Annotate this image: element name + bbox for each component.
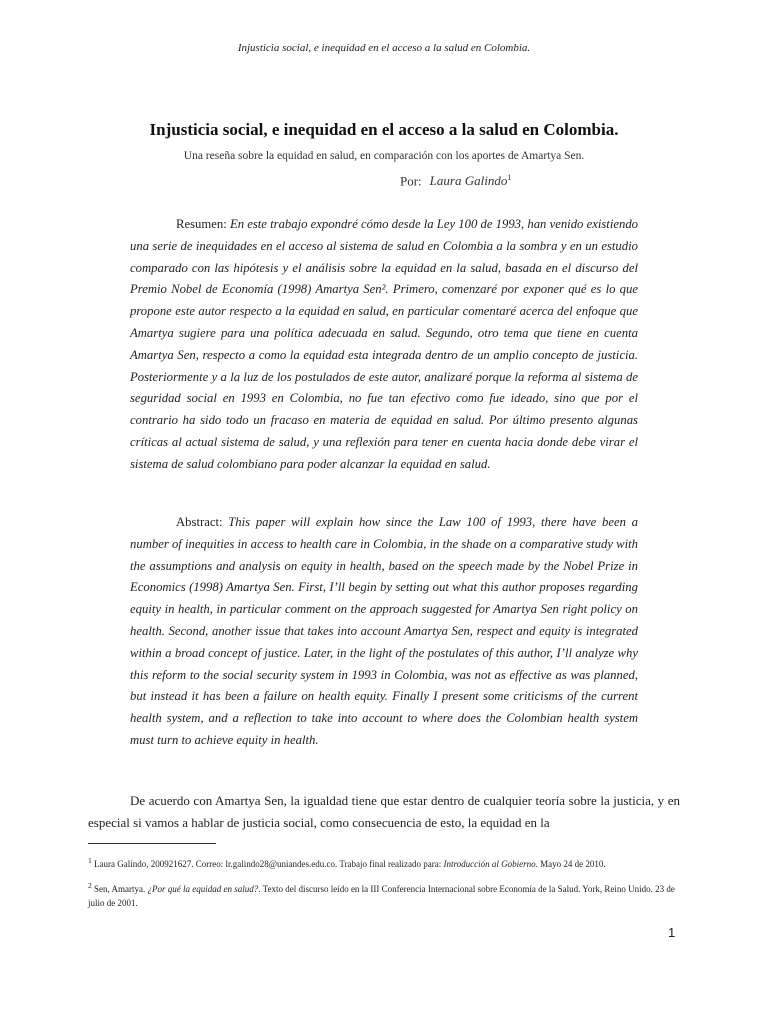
footnote-2-mark: 2 <box>88 881 92 890</box>
abstract-paragraph <box>130 512 638 752</box>
author-footnote-mark: 1 <box>507 173 512 182</box>
abstract-text: This paper will explain how since the Law 100 of 1993, there have been a number of inequities in access to health care in Colombia, in the shade on a comparative study with the assumptions and analysis on equity in health, based on the speech made by the Nobel Prize in Economics (1998) Amartya Sen. First, I’ll begin by setting out what this author proposes regarding equity in health, in particular comment on the approach suggested for Amartya Sen right policy on health. Second, another issue that takes into account Amartya Sen, respect and equity is integrated within a broad concept of justice. Later, in the light of the postulates of this author, I’ll analyze why this reform to the social security system in 1993 in Colombia, was not as effective as was planned, but instead it has been a failure on health equity. Finally I present some criticisms of the current health system, and a reflection to take into account to where does the Colombian health system must turn to achieve equity in health. <box>130 515 638 747</box>
resumen-text: En este trabajo expondré cómo desde la Ley 100 de 1993, han venido existiendo una serie de inequidades en el acceso al sistema de salud en Colombia a la sombra y en un estudio comparado con las hipótesis y el análisis sobre la equidad en la salud, basada en el discurso del Premio Nobel de Economía (1998) Amartya Sen². Primero, comenzaré por exponer qué es lo que propone este autor respecto a la equidad en salud, en particular comentaré acerca del enfoque que Amartya sugiere para una política adecuada en salud. Segundo, otro tema que tiene en cuenta Amartya Sen, respecto a como la equidad esta integrada dentro de un amplio concepto de justicia. Posteriormente y a la luz de los postulados de este autor, analizaré porque la reforma al sistema de seguridad social en 1993 en Colombia, no fue tan efectivo como fue ideado, sino que por el contrario ha sido todo un fracaso en materia de equidad en salud. Por último presento algunas críticas al actual sistema de salud, y una reflexión para tener en cuenta hacia donde debe virar el sistema de salud colombiano para poder alcanzar la equidad en salud. <box>130 217 639 471</box>
resumen-paragraph <box>130 214 638 476</box>
footnote-1 <box>88 854 680 871</box>
abstract-label: Abstract: <box>176 515 223 529</box>
footnote-1-course: Introducción al Gobierno <box>443 859 536 869</box>
resumen-label: Resumen: <box>176 217 227 231</box>
footnote-2-author: Sen, Amartya. <box>94 884 146 894</box>
body-paragraph <box>88 790 680 834</box>
footnote-1-text: Laura Galindo, 200921627. Correo: lr.galindo28@uniandes.edu.co. Trabajo final realizado para: <box>94 859 442 869</box>
page-number: 1 <box>668 925 676 940</box>
footnote-1-mark: 1 <box>88 856 92 865</box>
footnote-2-title: ¿Por qué la equidad en salud? <box>147 884 259 894</box>
author-name: Laura Galindo <box>429 173 508 189</box>
body-paragraph-text: De acuerdo con Amartya Sen, la igualdad tiene que estar dentro de cualquier teoría sobre la justicia, y en especial si vamos a hablar de justicia social, como consecuencia de esto, la equidad en la <box>88 793 680 830</box>
footnote-2 <box>88 879 680 910</box>
document-title: Injusticia social, e inequidad en el acceso a la salud en Colombia. <box>149 120 619 139</box>
author-line <box>400 173 511 189</box>
footnote-1-date: . Mayo 24 de 2010. <box>535 859 606 869</box>
footnote-2-text: . Texto del discurso leído en la III Conferencia Internacional sobre Economía de la Salud. York, Reino Unido. 23 de julio de 2001. <box>88 884 675 908</box>
author-prefix: Por: <box>400 173 422 189</box>
running-header: Injusticia social, e inequidad en el acceso a la salud en Colombia. <box>237 42 531 54</box>
document-subtitle: Una reseña sobre la equidad en salud, en comparación con los aportes de Amartya Sen. <box>183 150 585 162</box>
footnote-separator <box>88 843 216 844</box>
